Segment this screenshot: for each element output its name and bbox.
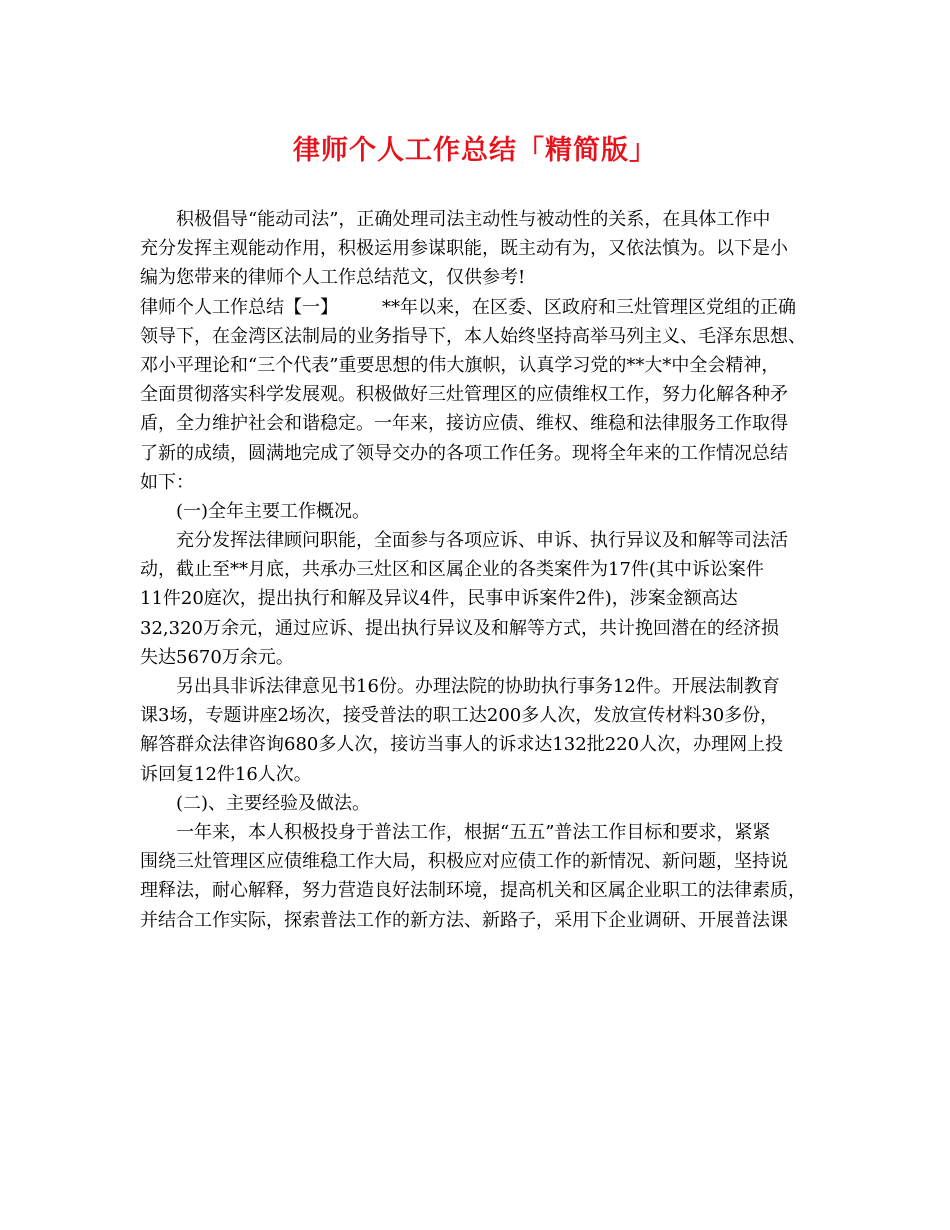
line-text: 失达5670万余元。 bbox=[140, 646, 294, 668]
document-title: 律师个人工作总结「精简版」 bbox=[293, 135, 657, 166]
paragraph-line bbox=[140, 234, 830, 263]
line-text: 理释法，耐心解释，努力营造良好法制环境，提高机关和区属企业职工的法律素质， bbox=[140, 880, 806, 902]
line-text: 充分发挥法律顾问职能，全面参与各项应诉、申诉、执行异议及和解等司法活 bbox=[176, 530, 788, 552]
paragraph-line bbox=[140, 293, 830, 322]
line-text: 32,320万余元，通过应诉、提出执行异议及和解等方式，共计挽回潜在的经济损 bbox=[140, 617, 779, 639]
paragraph-line bbox=[140, 701, 830, 730]
line-text: (二)、主要经验及做法。 bbox=[176, 792, 371, 814]
paragraph-line bbox=[140, 818, 830, 847]
paragraph-line bbox=[140, 847, 830, 876]
paragraph-line bbox=[140, 614, 830, 643]
paragraph-line bbox=[140, 497, 830, 526]
paragraph-line bbox=[140, 468, 830, 497]
paragraph-line bbox=[140, 205, 830, 234]
line-text: 动，截止至**月底，共承办三灶区和区属企业的各类案件为17件(其中诉讼案件 bbox=[140, 559, 764, 581]
paragraph-line bbox=[140, 351, 830, 380]
line-text: 11件20庭次，提出执行和解及异议4件，民事申诉案件2件)，涉案金额高达 bbox=[140, 588, 738, 610]
paragraph-line bbox=[140, 439, 830, 468]
line-text: 如下： bbox=[140, 471, 194, 493]
line-text: 诉回复12件16人次。 bbox=[140, 763, 312, 785]
paragraph-line bbox=[140, 672, 830, 701]
line-text: 领导下，在金湾区法制局的业务指导下，本人始终坚持高举马列主义、毛泽东思想、 bbox=[140, 325, 806, 347]
line-text: 一年来，本人积极投身于普法工作，根据“五五”普法工作目标和要求，紧紧 bbox=[176, 821, 771, 843]
paragraph-line bbox=[140, 526, 830, 555]
line-text: 全面贯彻落实科学发展观。积极做好三灶管理区的应债维权工作，努力化解各种矛 bbox=[140, 384, 788, 406]
document-body bbox=[140, 205, 830, 935]
line-text: 围绕三灶管理区应债维稳工作大局，积极应对应债工作的新情况、新问题，坚持说 bbox=[140, 851, 788, 873]
paragraph-line bbox=[140, 876, 830, 905]
line-text: 积极倡导“能动司法”，正确处理司法主动性与被动性的关系，在具体工作中 bbox=[176, 209, 771, 230]
paragraph-line bbox=[140, 643, 830, 672]
line-text: 了新的成绩，圆满地完成了领导交办的各项工作任务。现将全年来的工作情况总结 bbox=[140, 442, 788, 464]
paragraph-line bbox=[140, 263, 830, 292]
paragraph-line bbox=[140, 409, 830, 438]
paragraph-line bbox=[140, 555, 830, 584]
line-text: 课3场，专题讲座2场次，接受普法的职工达200多人次，发放宣传材料30多份， bbox=[140, 705, 779, 727]
line-text: **年以来，在区委、区政府和三灶管理区党组的正确 bbox=[382, 296, 796, 318]
paragraph-line bbox=[140, 584, 830, 613]
line-text: 解答群众法律咨询680多人次，接访当事人的诉求达132批220人次，办理网上投 bbox=[140, 734, 784, 756]
line-text: (一)全年主要工作概况。 bbox=[176, 500, 371, 522]
paragraph-line bbox=[140, 322, 830, 351]
line-text: 邓小平理论和“三个代表”重要思想的伟大旗帜，认真学习党的**大*中全会精神， bbox=[140, 354, 780, 376]
section-heading: 律师个人工作总结【一】 bbox=[140, 296, 338, 318]
paragraph-line bbox=[140, 789, 830, 818]
line-text: 编为您带来的律师个人工作总结范文，仅供参考! bbox=[140, 267, 526, 289]
paragraph-line bbox=[140, 730, 830, 759]
line-text: 充分发挥主观能动作用，积极运用参谋职能，既主动有为，又依法慎为。以下是小 bbox=[140, 238, 788, 260]
paragraph-line bbox=[140, 906, 830, 935]
line-text: 另出具非诉法律意见书16份。办理法院的协助执行事务12件。开展法制教育 bbox=[176, 676, 780, 697]
line-text: 盾，全力维护社会和谐稳定。一年来，接访应债、维权、维稳和法律服务工作取得 bbox=[140, 413, 788, 435]
line-text: 并结合工作实际，探索普法工作的新方法、新路子，采用下企业调研、开展普法课 bbox=[140, 909, 788, 931]
paragraph-line bbox=[140, 380, 830, 409]
paragraph-line bbox=[140, 760, 830, 789]
